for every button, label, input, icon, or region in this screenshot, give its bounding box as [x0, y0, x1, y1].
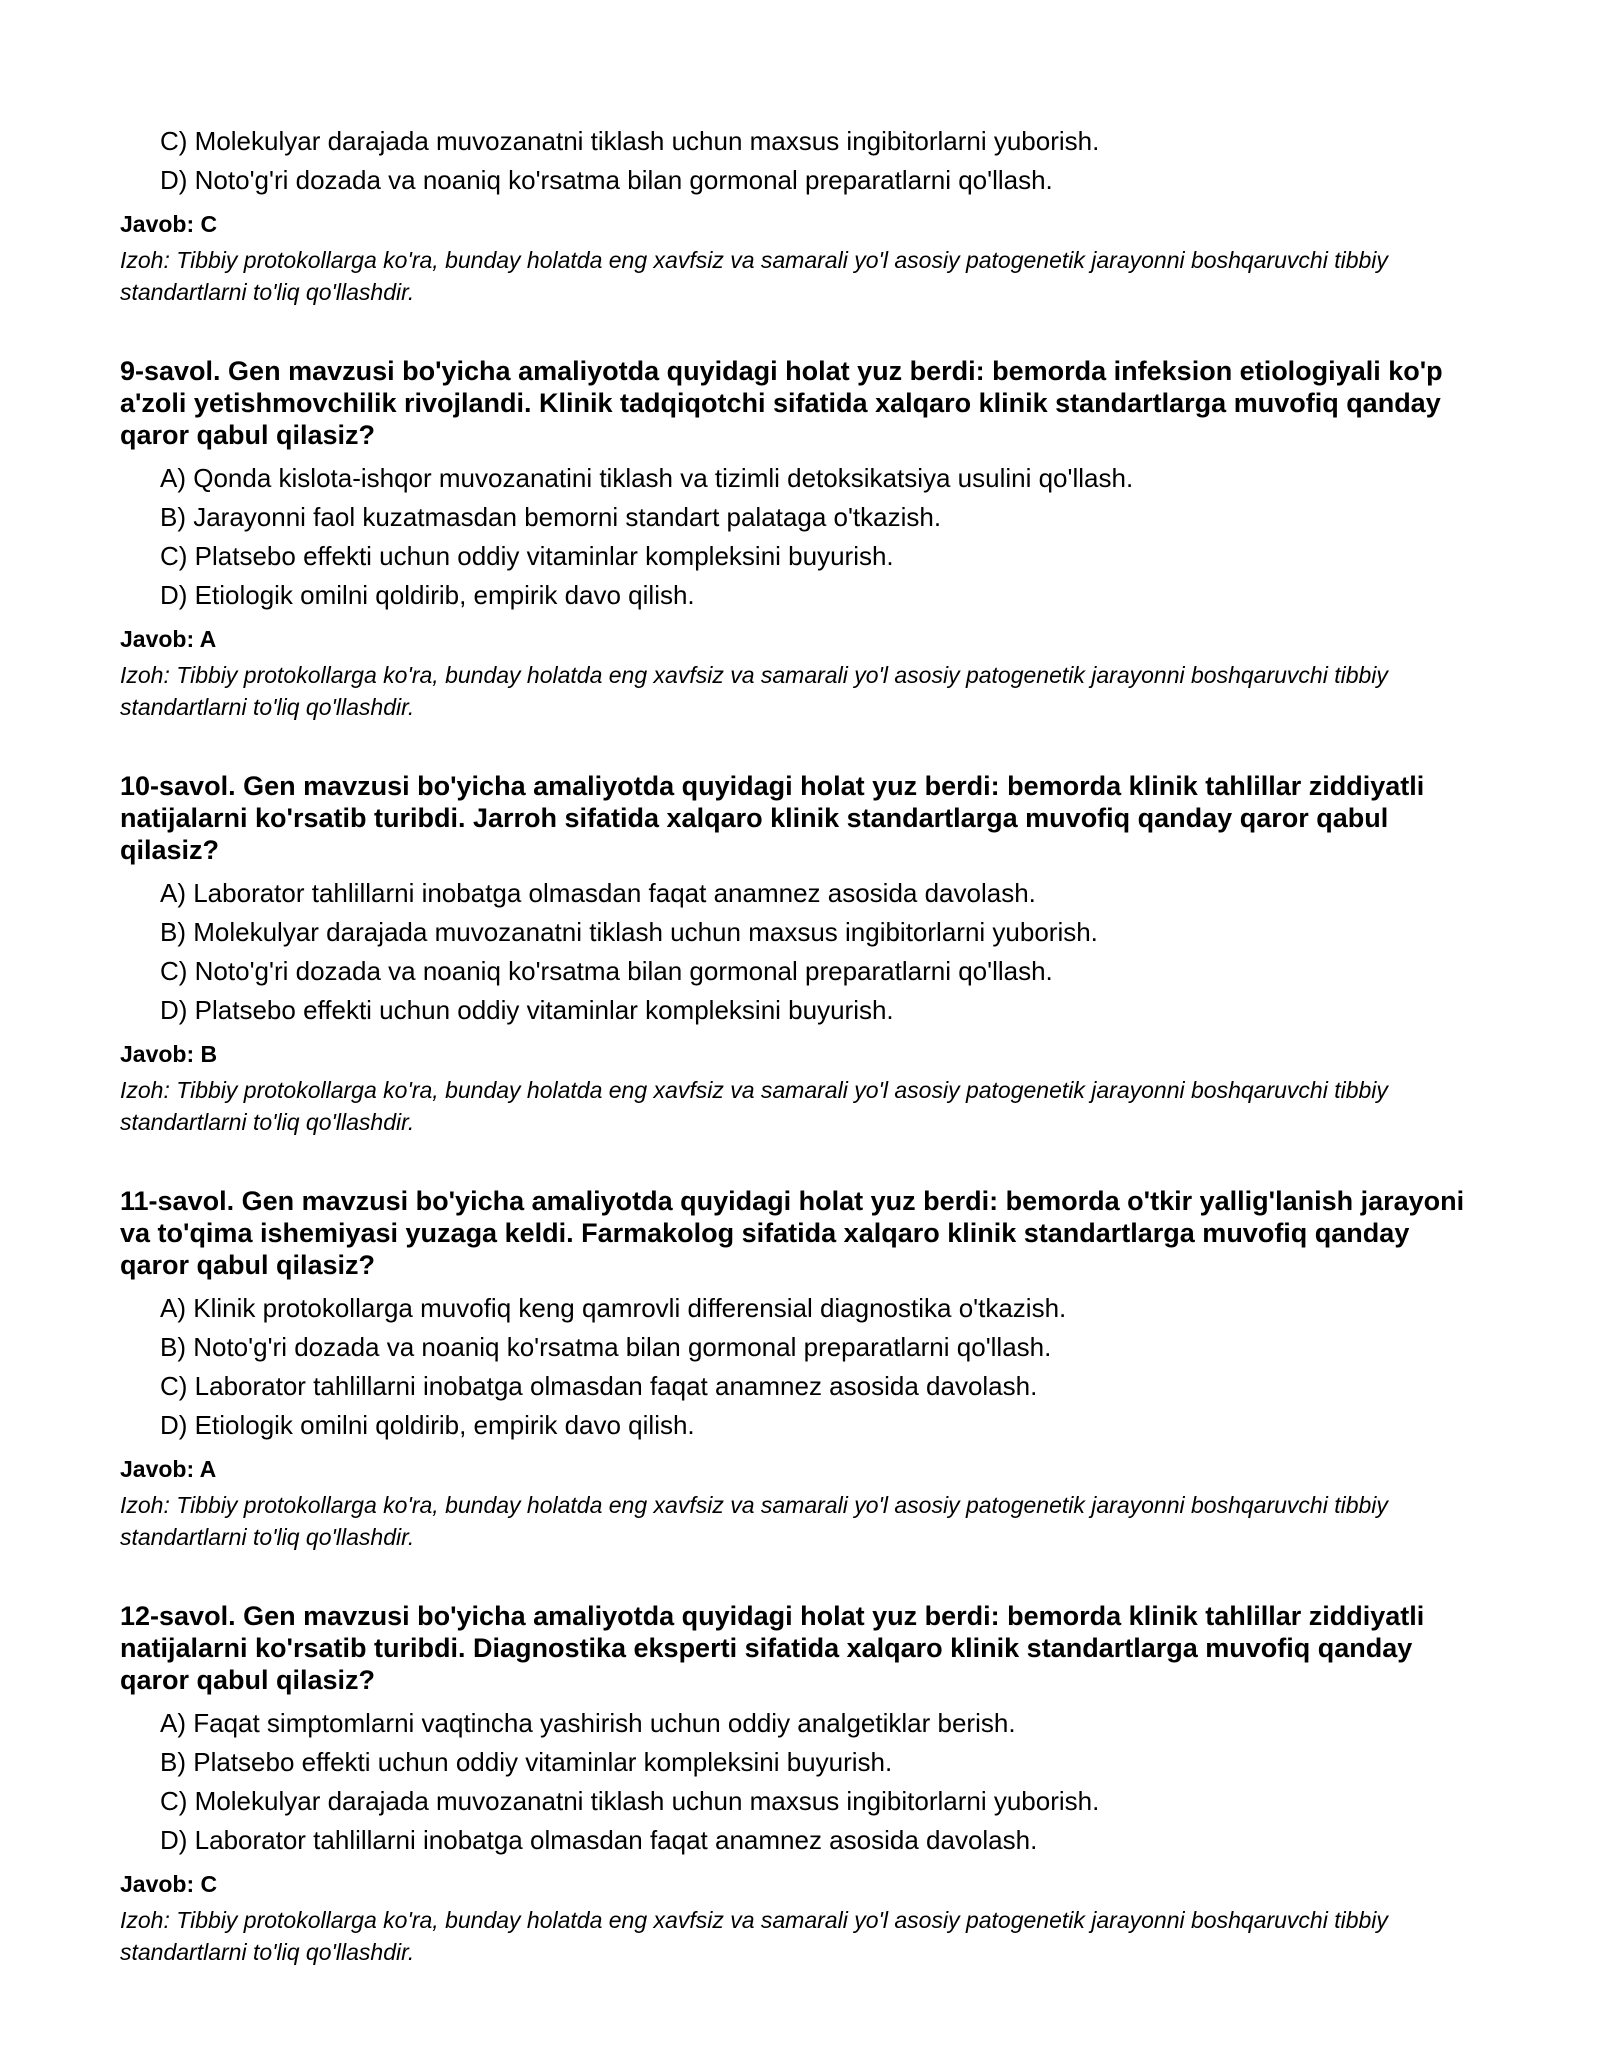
explanation-note: Izoh: Tibbiy protokollarga ko'ra, bunday holatda eng xavfsiz va samarali yo'l asosiy patogenetik jarayonni boshqaruvchi tibbiy standartlarni to'liq qo'llashdir.: [120, 1492, 1388, 1550]
explanation-note: Izoh: Tibbiy protokollarga ko'ra, bunday holatda eng xavfsiz va samarali yo'l asosiy patogenetik jarayonni boshqaruvchi tibbiy standartlarni to'liq qo'llashdir.: [120, 247, 1388, 305]
question-title: 10-savol. Gen mavzusi bo'yicha amaliyotda quyidagi holat yuz berdi: bemorda klinik tahlillar ziddiyatli natijalarni ko'rsatib turibdi. Jarroh sifatida xalqaro klinik standartlarga muvofiq qanday qaror qabul qilasiz?: [120, 771, 1425, 865]
option-a: A) Faqat simptomlarni vaqtincha yashirish uchun oddiy analgetiklar berish.: [160, 1708, 1016, 1738]
explanation-note: Izoh: Tibbiy protokollarga ko'ra, bunday holatda eng xavfsiz va samarali yo'l asosiy patogenetik jarayonni boshqaruvchi tibbiy standartlarni to'liq qo'llashdir.: [120, 1077, 1388, 1135]
option-c: C) Platsebo effekti uchun oddiy vitaminlar kompleksini buyurish.: [160, 541, 894, 571]
option-c: C) Noto'g'ri dozada va noaniq ko'rsatma bilan gormonal preparatlarni qo'llash.: [160, 956, 1053, 986]
answer-label: Javob: A: [120, 626, 217, 652]
option-d: D) Etiologik omilni qoldirib, empirik davo qilish.: [160, 1410, 695, 1440]
question-9: [120, 355, 1480, 723]
option-d: D) Platsebo effekti uchun oddiy vitaminlar kompleksini buyurish.: [160, 995, 894, 1025]
option-d: D) Noto'g'ri dozada va noaniq ko'rsatma bilan gormonal preparatlarni qo'llash.: [160, 165, 1053, 195]
explanation-note: Izoh: Tibbiy protokollarga ko'ra, bunday holatda eng xavfsiz va samarali yo'l asosiy patogenetik jarayonni boshqaruvchi tibbiy standartlarni to'liq qo'llashdir.: [120, 1907, 1388, 1965]
question-12: [120, 1600, 1480, 1968]
question-title: 9-savol. Gen mavzusi bo'yicha amaliyotda quyidagi holat yuz berdi: bemorda infeksion etiologiyali ko'p a'zoli yetishmovchilik rivojlandi. Klinik tadqiqotchi sifatida xalqaro klinik standartlarga muvofiq qanday qaror qabul qilasiz?: [120, 356, 1443, 450]
option-c: C) Molekulyar darajada muvozanatni tiklash uchun maxsus ingibitorlarni yuborish.: [160, 126, 1100, 156]
option-d: D) Laborator tahlillarni inobatga olmasdan faqat anamnez asosida davolash.: [160, 1825, 1038, 1855]
document-page: [120, 122, 1480, 1968]
answer-label: Javob: C: [120, 211, 218, 237]
question-title: 11-savol. Gen mavzusi bo'yicha amaliyotda quyidagi holat yuz berdi: bemorda o'tkir yallig'lanish jarayoni va to'qima ishemiyasi yuzaga keldi. Farmakolog sifatida xalqaro klinik standartlarga muvofiq qanday qaror qabul qilasiz?: [120, 1186, 1465, 1280]
explanation-note: Izoh: Tibbiy protokollarga ko'ra, bunday holatda eng xavfsiz va samarali yo'l asosiy patogenetik jarayonni boshqaruvchi tibbiy standartlarni to'liq qo'llashdir.: [120, 662, 1388, 720]
option-b: B) Molekulyar darajada muvozanatni tiklash uchun maxsus ingibitorlarni yuborish.: [160, 917, 1098, 947]
option-a: A) Klinik protokollarga muvofiq keng qamrovli differensial diagnostika o'tkazish.: [160, 1293, 1067, 1323]
question-11: [120, 1185, 1480, 1553]
question-10: [120, 770, 1480, 1138]
option-a: A) Qonda kislota-ishqor muvozanatini tiklash va tizimli detoksikatsiya usulini qo'llash.: [160, 463, 1134, 493]
option-b: B) Noto'g'ri dozada va noaniq ko'rsatma bilan gormonal preparatlarni qo'llash.: [160, 1332, 1052, 1362]
option-a: A) Laborator tahlillarni inobatga olmasdan faqat anamnez asosida davolash.: [160, 878, 1036, 908]
question-title: 12-savol. Gen mavzusi bo'yicha amaliyotda quyidagi holat yuz berdi: bemorda klinik tahlillar ziddiyatli natijalarni ko'rsatib turibdi. Diagnostika eksperti sifatida xalqaro klinik standartlarga muvofiq qanday qaror qabul qilasiz?: [120, 1601, 1425, 1695]
option-b: B) Jarayonni faol kuzatmasdan bemorni standart palataga o'tkazish.: [160, 502, 942, 532]
option-c: C) Molekulyar darajada muvozanatni tiklash uchun maxsus ingibitorlarni yuborish.: [160, 1786, 1100, 1816]
question-8-continuation: [120, 122, 1480, 308]
answer-label: Javob: B: [120, 1041, 218, 1067]
option-b: B) Platsebo effekti uchun oddiy vitaminlar kompleksini buyurish.: [160, 1747, 893, 1777]
option-d: D) Etiologik omilni qoldirib, empirik davo qilish.: [160, 580, 695, 610]
option-c: C) Laborator tahlillarni inobatga olmasdan faqat anamnez asosida davolash.: [160, 1371, 1038, 1401]
answer-label: Javob: C: [120, 1871, 218, 1897]
answer-label: Javob: A: [120, 1456, 217, 1482]
